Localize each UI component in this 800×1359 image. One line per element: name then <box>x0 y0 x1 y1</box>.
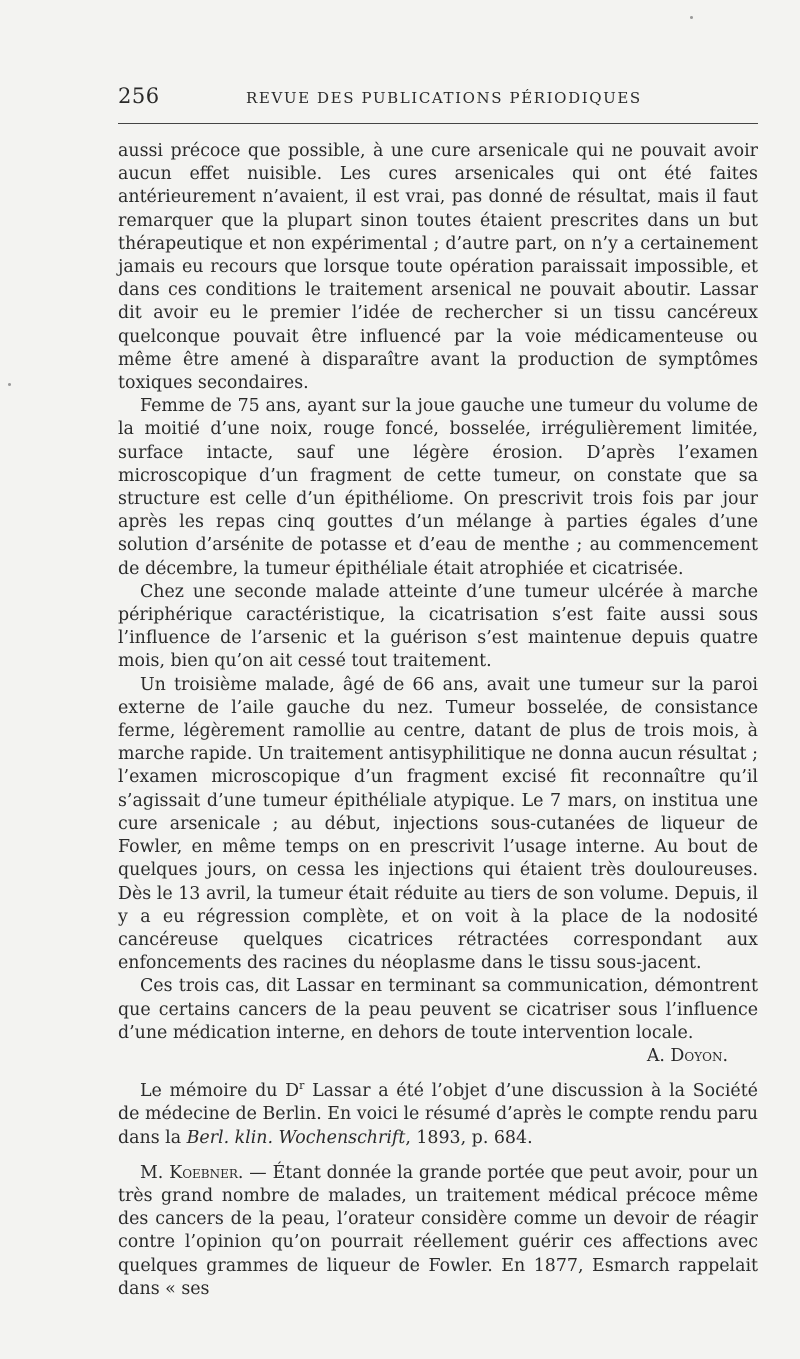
speaker-name: M. Koebner. <box>140 1162 244 1183</box>
signature-text: A. Doyon. <box>646 1045 728 1066</box>
page-header <box>118 84 758 114</box>
author-signature <box>118 1045 758 1068</box>
paragraph-koebner <box>118 1162 758 1301</box>
paragraph-note <box>118 1080 758 1150</box>
section-gap-2 <box>118 1150 758 1162</box>
article-body <box>118 140 758 1301</box>
paper-speck <box>690 16 693 19</box>
koebner-text: — Étant donnée la grande portée que peut avoir, pour un très grand nombre de malades, un traitement médical précoce même des cancers de la peau, l’orateur considère comme un devoir de réagir contre l’opinion qu’on pourrait réellement guérir ces affections avec quelques grammes de liqueur de Fowler. En 1877, Esmarch rappelait dans « ses <box>118 1162 758 1299</box>
paragraph-case-3: Un troisième malade, âgé de 66 ans, avait une tumeur sur la paroi externe de l’aile gauche du nez. Tumeur bosselée, de consistance ferme, légèrement ramollie au centre, datant de plus de trois mois, à marche rapide. Un traitement antisyphilitique ne donna aucun résultat ; l’examen microscopique d’un fragment excisé fit reconnaître qu’il s’agissait d’une tumeur épithéliale atypique. Le 7 mars, on institua une cure arsenicale ; au début, injections sous-cutanées de liqueur de Fowler, en même temps on en prescrivit l’usage interne. Au bout de quelques jours, on cessa les injections qui étaient très douloureuses. Dès le 13 avril, la tumeur était réduite au tiers de son volume. Depuis, il y a eu régression complète, et on voit à la place de la nodosité cancéreuse quelques cicatrices rétractées correspondant aux enfoncements des racines du néoplasme dans le tissu sous-jacent. <box>118 674 758 974</box>
journal-title: Berl. klin. Wochenschrift <box>186 1127 406 1148</box>
header-rule <box>118 123 758 124</box>
note-citation: , 1893, p. 684. <box>405 1127 533 1148</box>
running-title: REVUE DES PUBLICATIONS PÉRIODIQUES <box>246 89 642 107</box>
note-before: Le mémoire du D <box>140 1081 300 1102</box>
paper-speck <box>8 383 11 386</box>
paragraph-continuation: aussi précoce que possible, à une cure arsenicale qui ne pouvait avoir aucun effet nuisible. Les cures arsenicales qui ont été faites antérieurement n’avaient, il est vrai, pas donné de résultat, mais il faut remarquer que la plupart sinon toutes étaient prescrites dans un but thérapeutique et non expérimental ; d’autre part, on n’y a certainement jamais eu recours que lorsque toute opération paraissait impossible, et dans ces conditions le traitement arsenical ne pouvait aboutir. Lassar dit avoir eu le premier l’idée de rechercher si un tissu cancéreux quelconque pouvait être influencé par la voie médicamenteuse ou même être amené à disparaître avant la production de symptômes toxiques secondaires. <box>118 141 758 394</box>
paragraph-conclusion: Ces trois cas, dit Lassar en terminant sa communication, démontrent que certains cancers de la peau peuvent se cicatriser sous l’influence d’une médication interne, en dehors de toute intervention locale. <box>118 976 758 1043</box>
paragraph-case-1: Femme de 75 ans, ayant sur la joue gauche une tumeur du volume de la moitié d’une noix, rouge foncé, bosselée, irrégulièrement limitée, surface intacte, sauf une légère érosion. D’après l’examen microscopique d’un fragment de cette tumeur, on constate que sa structure est celle d’un épithéliome. On prescrivit trois fois par jour après les repas cinq gouttes d’un mélange à parties égales d’une solution d’arsénite de potasse et d’eau de menthe ; au commencement de décembre, la tumeur épithéliale était atrophiée et cicatrisée. <box>118 396 758 579</box>
section-gap <box>118 1068 758 1080</box>
page-number: 256 <box>118 84 160 108</box>
note-sup: r <box>299 1079 305 1093</box>
paragraph-case-2: Chez une seconde malade atteinte d’une tumeur ulcérée à marche périphérique caractéristique, la cicatrisation s’est faite aussi sous l’influence de l’arsenic et la guérison s’est maintenue depuis quatre mois, bien qu’on ait cessé tout traitement. <box>118 581 758 672</box>
note-after: Lassar a été l’objet d’une discussion à la Société de médecine de Berlin. En voici le résumé d’après le compte rendu paru dans la <box>118 1081 758 1148</box>
